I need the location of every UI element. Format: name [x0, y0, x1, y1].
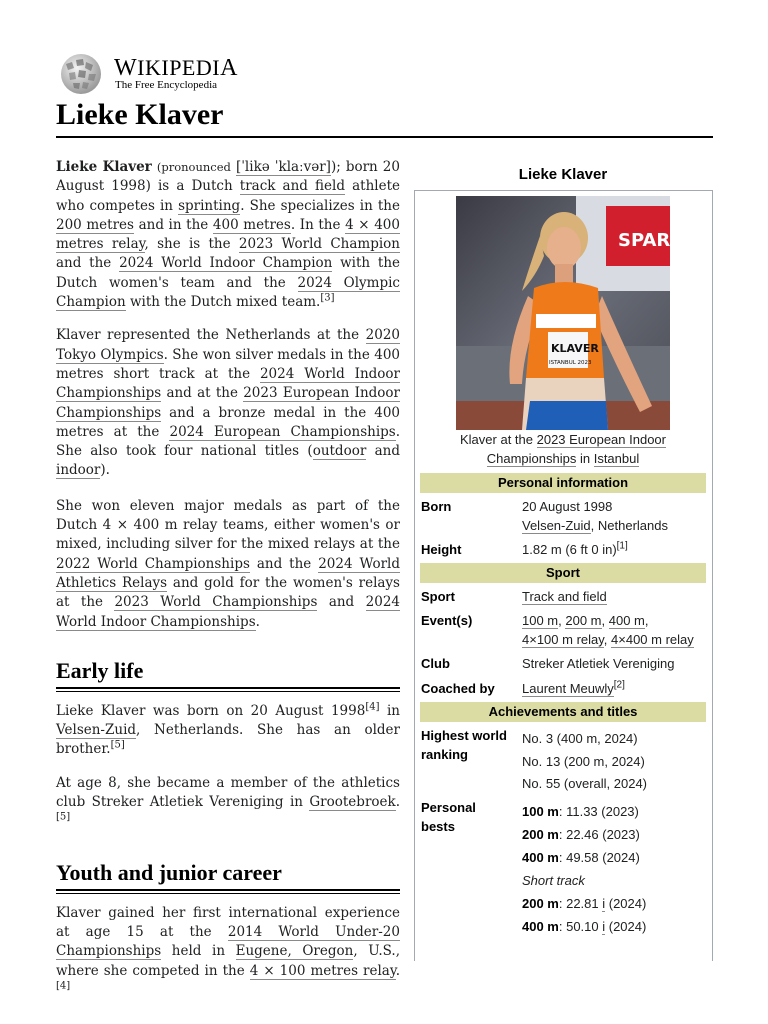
link-2014-world-u20-championships[interactable]: 2014 World Under-20 Championships [56, 923, 400, 960]
heading-divider [56, 889, 400, 894]
wikipedia-tagline: The Free Encyclopedia [115, 79, 218, 91]
link-indoor-i[interactable]: i [602, 919, 606, 934]
link-grootebroek[interactable]: Grootebroek [309, 794, 396, 811]
link-200-metres[interactable]: 200 metres [56, 216, 134, 233]
label-club: Club [421, 656, 450, 671]
pronounced-label: pronounced [161, 160, 231, 174]
label-highest-world-ranking: Highest world ranking [421, 728, 507, 762]
link-indoor[interactable]: indoor [56, 462, 101, 479]
wikipedia-globe-logo[interactable] [56, 52, 104, 96]
link-2024-european-championships[interactable]: 2024 European Championships [169, 423, 396, 440]
section-sport: Sport [420, 563, 706, 583]
photo-bib-city: ISTANBUL 2023 [549, 360, 592, 366]
early-life-paragraph-2: At age 8, she became a member of the athletics club Streker Atletiek Vereniging in Grootebroek.[5] [56, 774, 400, 823]
link-2020-tokyo-olympics[interactable]: 2020 Tokyo Olympics [56, 327, 400, 363]
link-velsen-zuid[interactable]: Velsen-Zuid [56, 722, 137, 739]
link-eugene-oregon[interactable]: Eugene, Oregon [235, 943, 354, 960]
link-2023-world-championships[interactable]: 2023 World Championships [114, 594, 318, 611]
infobox [414, 160, 712, 960]
photo-caption: Klaver at the 2023 European Indoor Championships in Istanbul [460, 432, 666, 466]
link-event-100m[interactable]: 100 m [522, 613, 559, 628]
label-personal-bests: Personal bests [421, 800, 476, 834]
label-born: Born [421, 499, 452, 514]
link-born-velsen-zuid[interactable]: Velsen-Zuid [522, 518, 591, 533]
early-life-paragraph-1: Lieke Klaver was born on 20 August 1998[4] in Velsen-Zuid, Netherlands. She has an older brother.[5] [56, 701, 400, 758]
value-club: Streker Atletiek Vereniging [522, 656, 675, 671]
label-height: Height [421, 542, 462, 557]
link-track-and-field[interactable]: track and field [239, 178, 345, 195]
value-rankings: No. 3 (400 m, 2024) No. 13 (200 m, 2024) No. 55 (overall, 2024) [522, 731, 648, 791]
link-coach-laurent-meuwly[interactable]: Laurent Meuwly [522, 681, 614, 696]
site-header [56, 52, 356, 96]
link-2023-european-indoor-championships[interactable]: 2023 European Indoor Championships [56, 385, 400, 421]
link-2024-olympic-champion[interactable]: 2024 Olympic Champion [56, 274, 400, 311]
paragraph-2: Klaver represented the Netherlands at the 2020 Tokyo Olympics. She won silver medals in the 400 metres short track at the 2024 World Indoor Championships and at the 2023 European Indoor Championships and a bronze medal in the 400 metres at the 2024 European Championships. She also took four national titles (outdoor and indoor). [56, 327, 401, 479]
link-2022-world-championships[interactable]: 2022 World Championships [56, 555, 250, 572]
page-title: Lieke Klaver [56, 98, 224, 131]
value-born: 20 August 1998 Velsen-Zuid, Netherlands [522, 499, 668, 533]
link-4x400-relay[interactable]: 4 × 400 metres relay [56, 216, 400, 253]
value-events: 100 m, 200 m, 400 m, 4×100 m relay, 4×400 m relay [522, 613, 694, 647]
link-sprinting[interactable]: sprinting [178, 197, 241, 214]
link-outdoor[interactable]: outdoor [312, 443, 367, 460]
photo-sponsor-text: SPAR [618, 230, 670, 251]
link-2024-world-indoor-championships-2[interactable]: 2024 World Indoor Championships [56, 594, 400, 630]
reference-4[interactable]: [4] [365, 701, 380, 713]
reference-5[interactable]: [5] [56, 811, 71, 823]
paragraph-3: She won eleven major medals as part of the Dutch 4 × 400 m relay teams, either women's or mixed, including silver for the mixed relays at the 2022 World Championships and the 2024 World Athletics Relays and gold for the women's relays at the 2023 World Championships and 2024 World Indoor Championships. [56, 497, 401, 630]
link-400-metres[interactable]: 400 metres [212, 216, 291, 233]
link-sport-track-and-field[interactable]: Track and field [522, 589, 607, 604]
reference-3[interactable]: [3] [320, 292, 335, 304]
value-personal-bests: 100 m: 11.33 (2023) 200 m: 22.46 (2023) 400 m: 49.58 (2024) Short track 200 m: 22.81 i (2024) 400 m: 50.10 i (2024) [522, 804, 647, 934]
link-event-400m[interactable]: 400 m [608, 613, 645, 628]
link-2024-world-indoor-championships[interactable]: 2024 World Indoor Championships [56, 365, 400, 402]
label-sport: Sport [421, 589, 455, 604]
youth-paragraph-1: Klaver gained her first international experience at age 15 at the 2014 World Under-20 Championships held in Eugene, Oregon, U.S., where she competed in the 4 × 100 metres relay.[4] [56, 904, 401, 992]
reference-4[interactable]: [4] [56, 980, 71, 992]
photo-bib-name: KLAVER [551, 342, 599, 355]
value-sport [522, 587, 607, 606]
label-events: Event(s) [421, 613, 473, 628]
heading-early-life: Early life [56, 657, 144, 683]
link-event-4x400-relay[interactable]: 4×400 m relay [611, 632, 694, 647]
link-indoor-i[interactable]: i [602, 896, 606, 911]
athlete-photo[interactable] [456, 196, 670, 430]
reference-2[interactable]: [2] [613, 679, 625, 691]
article-body [56, 158, 400, 1000]
value-height: 1.82 m (6 ft 0 in)[1] [522, 540, 628, 557]
infobox-title: Lieke Klaver [518, 166, 608, 183]
heading-youth-junior-career: Youth and junior career [56, 859, 282, 885]
intro-paragraph: Lieke Klaver (pronounced [ˈlikə ˈklaːvər]); born 20 August 1998) is a Dutch track and field athlete who competes in sprinting. She specializes in the 200 metres and in the 400 metres. In the 4 × 400 metres relay, she is the 2023 World Champion and the 2024 World Indoor Champion with the Dutch women's team and the 2024 Olympic Champion with the Dutch mixed team.[3] [56, 159, 401, 311]
wikipedia-wordmark[interactable]: WIKIPEDIA [114, 55, 238, 81]
reference-1[interactable]: [1] [616, 540, 628, 552]
title-divider [56, 136, 713, 138]
label-coached-by: Coached by [421, 681, 495, 696]
link-event-200m[interactable]: 200 m [565, 613, 602, 628]
value-coached-by [522, 679, 625, 698]
caption-link-istanbul[interactable]: Istanbul [593, 451, 640, 466]
section-personal-information: Personal information [420, 473, 706, 493]
section-achievements: Achievements and titles [420, 702, 706, 722]
caption-link-2023-european-indoor-championships[interactable]: 2023 European Indoor Championships [486, 432, 666, 466]
heading-divider [56, 687, 400, 692]
link-2024-world-athletics-relays[interactable]: 2024 World Athletics Relays [56, 555, 401, 591]
link-event-4x100-relay[interactable]: 4×100 m relay [522, 632, 604, 647]
link-2023-world-champion[interactable]: 2023 World Champion [238, 236, 400, 253]
link-2024-world-indoor-champion[interactable]: 2024 World Indoor Champion [119, 255, 333, 272]
reference-5[interactable]: [5] [110, 739, 125, 751]
link-4x100-relay[interactable]: 4 × 100 metres relay [249, 962, 396, 979]
ipa-link[interactable]: [ˈlikə ˈklaːvər] [235, 159, 331, 175]
